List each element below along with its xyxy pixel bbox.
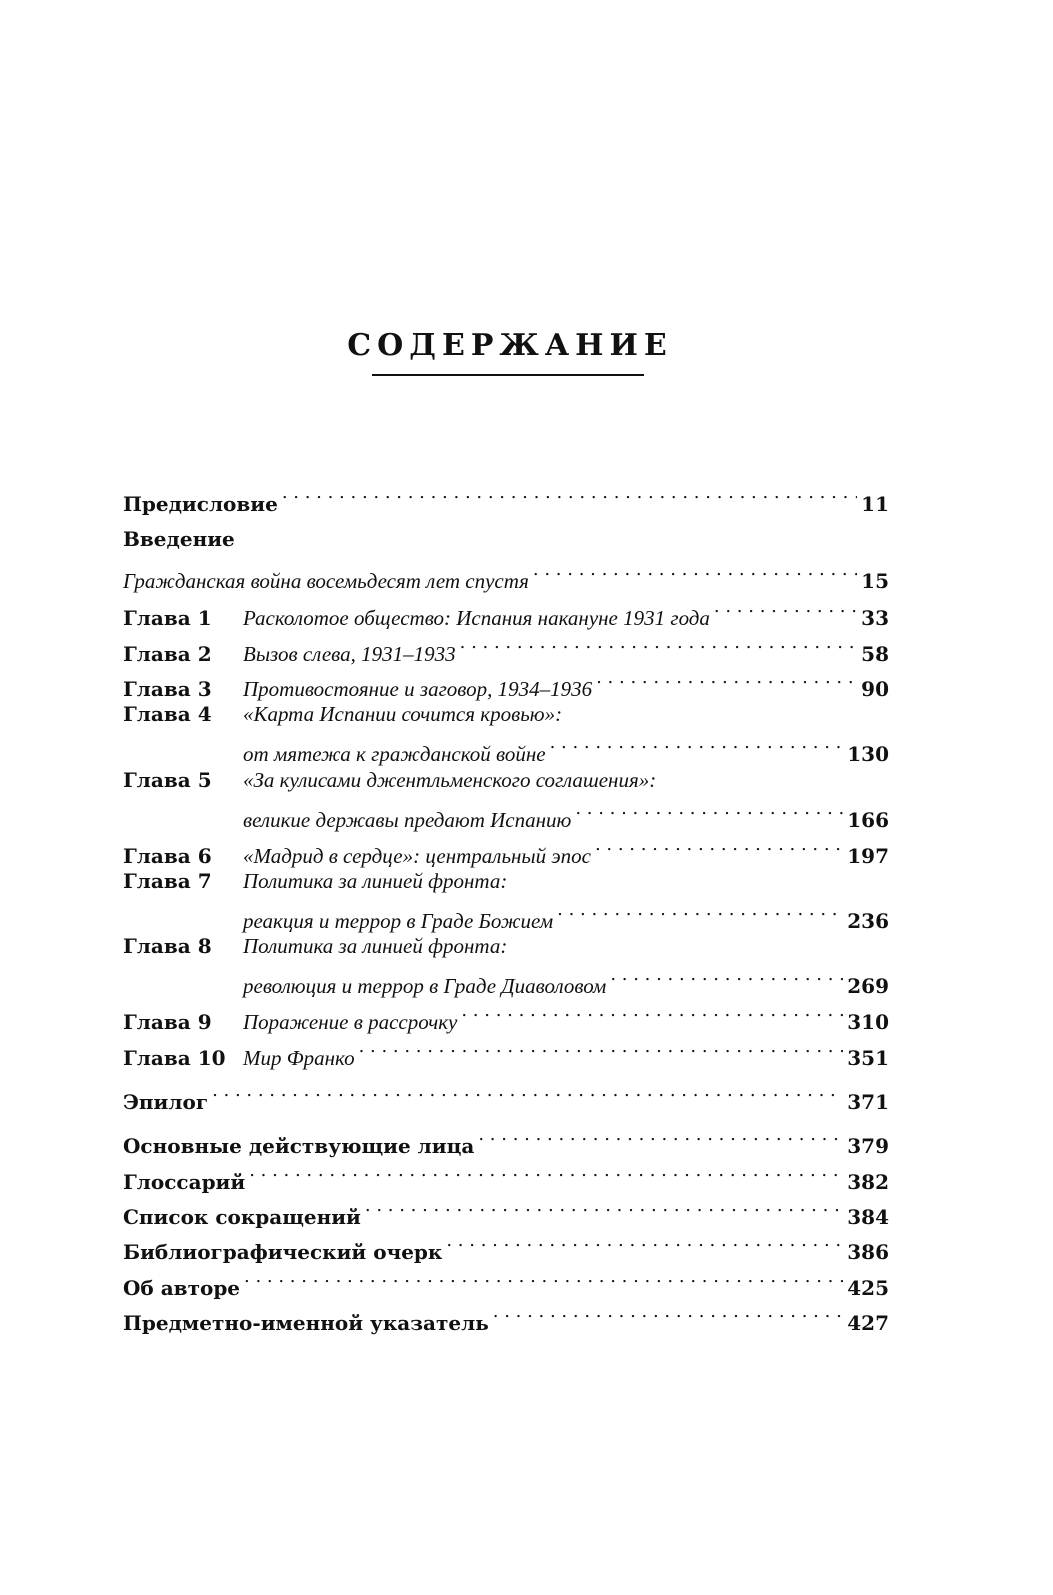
toc-entry-main-characters[interactable]	[123, 1117, 889, 1158]
toc-entry-chapter-9[interactable]	[123, 993, 889, 1034]
chapter-number: Глава 6	[123, 844, 212, 868]
toc-entry-chapter-1[interactable]	[123, 589, 889, 630]
toc-page-number: 130	[847, 742, 889, 766]
toc-page-number: 382	[847, 1170, 889, 1194]
toc-entry-subtitle: Гражданская война восемьдесят лет спустя	[123, 569, 529, 593]
toc-page-number: 386	[847, 1240, 889, 1264]
dot-leader	[365, 1188, 843, 1224]
toc-entry-epilogue[interactable]	[123, 1073, 889, 1114]
chapter-number: Глава 9	[123, 1010, 212, 1034]
dot-leader	[244, 1259, 843, 1295]
toc-entry-chapter-5-line-2[interactable]	[123, 791, 889, 832]
toc-entry-abbreviations[interactable]	[123, 1188, 889, 1229]
chapter-number: Глава 3	[123, 677, 212, 701]
toc-entry-label: Глоссарий	[123, 1170, 246, 1194]
toc-page-number: 236	[847, 909, 889, 933]
dot-leader	[212, 1073, 843, 1109]
toc-entry-label: Основные действующие лица	[123, 1134, 475, 1158]
chapter-title-continued: реакция и террор в Граде Божием	[243, 909, 554, 933]
toc-page-number: 379	[847, 1134, 889, 1158]
dot-leader	[595, 827, 843, 863]
toc-entry-chapter-6[interactable]	[123, 827, 889, 868]
toc-entry-label: Библиографический очерк	[123, 1240, 443, 1264]
toc-entry-label: Предисловие	[123, 492, 278, 516]
toc-entry-label: Введение	[123, 527, 235, 551]
dot-leader	[359, 1029, 844, 1065]
toc-entry-chapter-8-line-2[interactable]	[123, 957, 889, 998]
chapter-title: Мир Франко	[243, 1046, 355, 1070]
chapter-title: Политика за линией фронта:	[243, 934, 508, 958]
chapter-number: Глава 1	[123, 606, 212, 630]
chapter-title: «За кулисами джентльменского соглашения»:	[243, 768, 657, 792]
toc-entry-introduction[interactable]	[123, 552, 889, 593]
chapter-title-continued: революция и террор в Граде Диаволовом	[243, 974, 607, 998]
toc-entry-label: Об авторе	[123, 1276, 241, 1300]
chapter-number: Глава 10	[123, 1046, 226, 1070]
toc-page-number: 269	[847, 974, 889, 998]
toc-page-number: 58	[861, 642, 889, 666]
dot-leader	[460, 625, 858, 661]
dot-leader	[714, 589, 857, 625]
toc-entry-preface[interactable]	[123, 475, 889, 516]
toc-page-number: 11	[861, 492, 889, 516]
title-underline	[372, 374, 644, 376]
dot-leader	[550, 725, 844, 761]
chapter-number: Глава 8	[123, 934, 212, 958]
dot-leader	[533, 552, 857, 588]
dot-leader	[446, 1223, 843, 1259]
dot-leader	[478, 1117, 843, 1153]
toc-entry-glossary[interactable]	[123, 1153, 889, 1194]
chapter-number: Глава 7	[123, 869, 212, 893]
chapter-title: «Карта Испании сочится кровью»:	[243, 702, 563, 726]
page-title: СОДЕРЖАНИЕ	[347, 328, 673, 363]
dot-leader	[282, 475, 857, 511]
toc-page-number: 33	[861, 606, 889, 630]
chapter-title: Противостояние и заговор, 1934–1936	[243, 677, 593, 701]
toc-entry-index[interactable]	[123, 1294, 889, 1335]
toc-entry-chapter-4-line-2[interactable]	[123, 725, 889, 766]
dot-leader	[596, 660, 857, 696]
chapter-number: Глава 2	[123, 642, 212, 666]
chapter-title-continued: великие державы предают Испанию	[243, 808, 572, 832]
chapter-number: Глава 4	[123, 702, 212, 726]
toc-page-number: 384	[847, 1205, 889, 1229]
chapter-title-continued: от мятежа к гражданской войне	[243, 742, 546, 766]
dot-leader	[557, 892, 843, 928]
chapter-title: Вызов слева, 1931–1933	[243, 642, 456, 666]
dot-leader	[249, 1153, 843, 1189]
toc-page-number: 197	[847, 844, 889, 868]
chapter-title: Политика за линией фронта:	[243, 869, 508, 893]
toc-entry-label: Список сокращений	[123, 1205, 361, 1229]
toc-page-number: 90	[861, 677, 889, 701]
toc-entry-chapter-7-line-2[interactable]	[123, 892, 889, 933]
toc-entry-label: Эпилог	[123, 1090, 209, 1114]
chapter-number: Глава 5	[123, 768, 212, 792]
chapter-title: «Мадрид в сердце»: центральный эпос	[243, 844, 591, 868]
toc-page-number: 427	[847, 1311, 889, 1335]
dot-leader	[493, 1294, 843, 1330]
chapter-title: Поражение в рассрочку	[243, 1010, 458, 1034]
toc-page-number: 166	[847, 808, 889, 832]
toc-page-number: 371	[847, 1090, 889, 1114]
chapter-title: Расколотое общество: Испания накануне 1931 года	[243, 606, 710, 630]
toc-page-number: 351	[847, 1046, 889, 1070]
toc-entry-about-author[interactable]	[123, 1259, 889, 1300]
toc-page-number: 15	[861, 569, 889, 593]
dot-leader	[575, 791, 843, 827]
toc-entry-chapter-3[interactable]	[123, 660, 889, 701]
toc-entry-chapter-2[interactable]	[123, 625, 889, 666]
toc-page-number: 425	[847, 1276, 889, 1300]
toc-page-number: 310	[847, 1010, 889, 1034]
dot-leader	[461, 993, 843, 1029]
toc-entry-bibliography[interactable]	[123, 1223, 889, 1264]
dot-leader	[610, 957, 843, 993]
toc-entry-chapter-10[interactable]	[123, 1029, 889, 1070]
toc-entry-label: Предметно-именной указатель	[123, 1311, 489, 1335]
